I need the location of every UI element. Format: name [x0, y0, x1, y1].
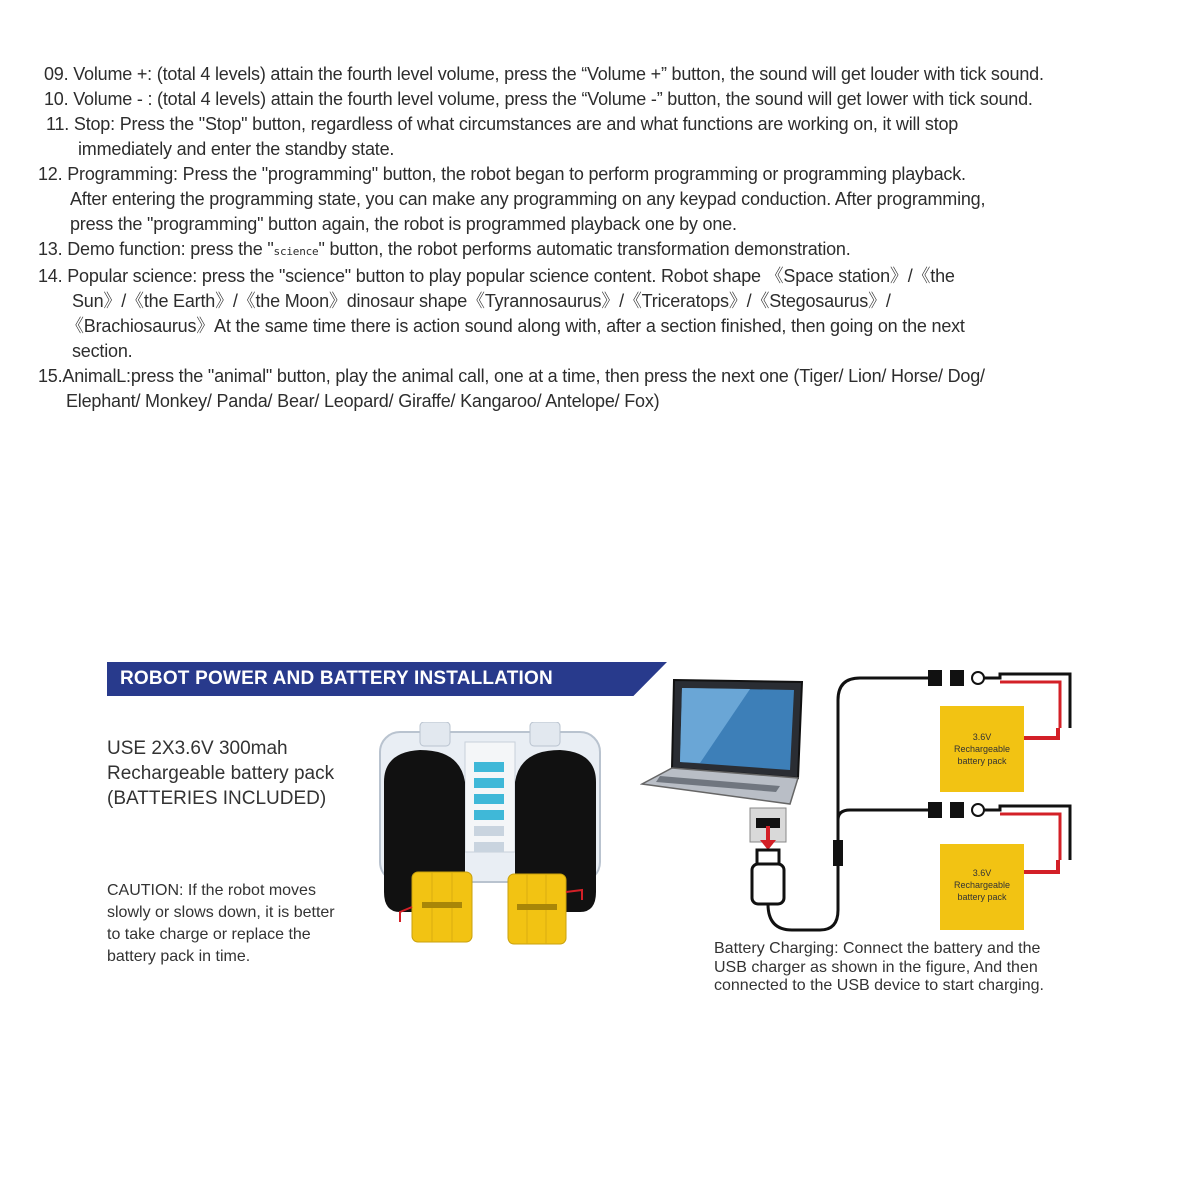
- instruction-popular-science-cont3: section.: [72, 341, 133, 361]
- charging-line: Battery Charging: Connect the battery and the: [714, 940, 1041, 957]
- pack-desc-label: battery pack: [957, 892, 1007, 902]
- demo-text-b: " button, the robot performs automatic transformation demonstration.: [318, 239, 851, 259]
- instruction-volume-down: 10. Volume - : (total 4 levels) attain the fourth level volume, press the “Volume -” button, the sound will get lower with tick sound.: [44, 89, 1033, 109]
- instruction-popular-science-cont1: Sun》/《the Earth》/《the Moon》dinosaur shape《Tyrannosaurus》/《Triceratops》/《Stegosaurus》/: [72, 291, 891, 311]
- pack-voltage-label: 3.6V: [972, 868, 992, 878]
- instruction-popular-science: 14. Popular science: press the "science" button to play popular science content. Robot shape 《Space station》/《the: [38, 266, 955, 286]
- pack-voltage-label: 3.6V: [972, 732, 992, 742]
- instruction-volume-up: 09. Volume +: (total 4 levels) attain the fourth level volume, press the “Volume +” button, the sound will get louder with tick sound.: [44, 64, 1044, 84]
- caution-line: battery pack in time.: [107, 948, 251, 965]
- laptop-icon: [642, 680, 802, 804]
- battery-pack-right: [508, 874, 566, 944]
- battery-pack-bottom: [940, 844, 1024, 930]
- instruction-programming: 12. Programming: Press the "programming" button, the robot began to perform programming or programming playback.: [38, 164, 966, 184]
- usb-plug-icon: [752, 850, 784, 904]
- battery-pack-left: [412, 872, 472, 942]
- pack-type-label: Rechargeable: [953, 880, 1011, 890]
- battery-spec-line: (BATTERIES INCLUDED): [107, 788, 327, 809]
- pack-desc-label: battery pack: [957, 756, 1007, 766]
- caution-note: [107, 880, 377, 968]
- charging-diagram: [640, 660, 1100, 950]
- demo-text-a: 13. Demo function: press the ": [38, 239, 274, 259]
- battery-spec: [107, 736, 377, 811]
- instruction-programming-cont1: After entering the programming state, you can make any programming on any keypad conduction. After programming,: [70, 189, 986, 209]
- instruction-animal-cont: Elephant/ Monkey/ Panda/ Bear/ Leopard/ Giraffe/ Kangaroo/ Antelope/ Fox): [66, 391, 660, 411]
- battery-spec-line: USE 2X3.6V 300mah: [107, 738, 288, 759]
- charging-line: connected to the USB device to start charging.: [714, 977, 1044, 994]
- instruction-animal: 15.AnimalL:press the "animal" button, play the animal call, one at a time, then press the next one (Tiger/ Lion/ Horse/ Dog/: [38, 366, 985, 386]
- instruction-programming-cont2: press the "programming" button again, the robot is programmed playback one by one.: [70, 214, 737, 234]
- pack-type-label: Rechargeable: [953, 744, 1011, 754]
- caution-line: slowly or slows down, it is better: [107, 904, 335, 921]
- instructions-list: [38, 62, 1178, 414]
- caution-line: CAUTION: If the robot moves: [107, 882, 316, 899]
- battery-pack-top: [940, 706, 1024, 792]
- instruction-stop-cont: immediately and enter the standby state.: [78, 139, 395, 159]
- charging-instructions: [714, 940, 1114, 996]
- robot-battery-compartment-image: [370, 722, 610, 952]
- instruction-demo: [38, 237, 1178, 264]
- instruction-stop: 11. Stop: Press the "Stop" button, regardless of what circumstances are and what functions are working on, it will stop: [46, 114, 959, 134]
- usb-port-icon: [750, 808, 786, 850]
- caution-line: to take charge or replace the: [107, 926, 311, 943]
- charging-line: USB charger as shown in the figure, And then: [714, 958, 1038, 976]
- instruction-popular-science-cont2: 《Brachiosaurus》At the same time there is action sound along with, after a section finished, then going on the next: [66, 316, 965, 336]
- demo-science-word: science: [273, 245, 319, 258]
- section-title: ROBOT POWER AND BATTERY INSTALLATION: [120, 668, 553, 689]
- battery-spec-line: Rechargeable battery pack: [107, 763, 335, 784]
